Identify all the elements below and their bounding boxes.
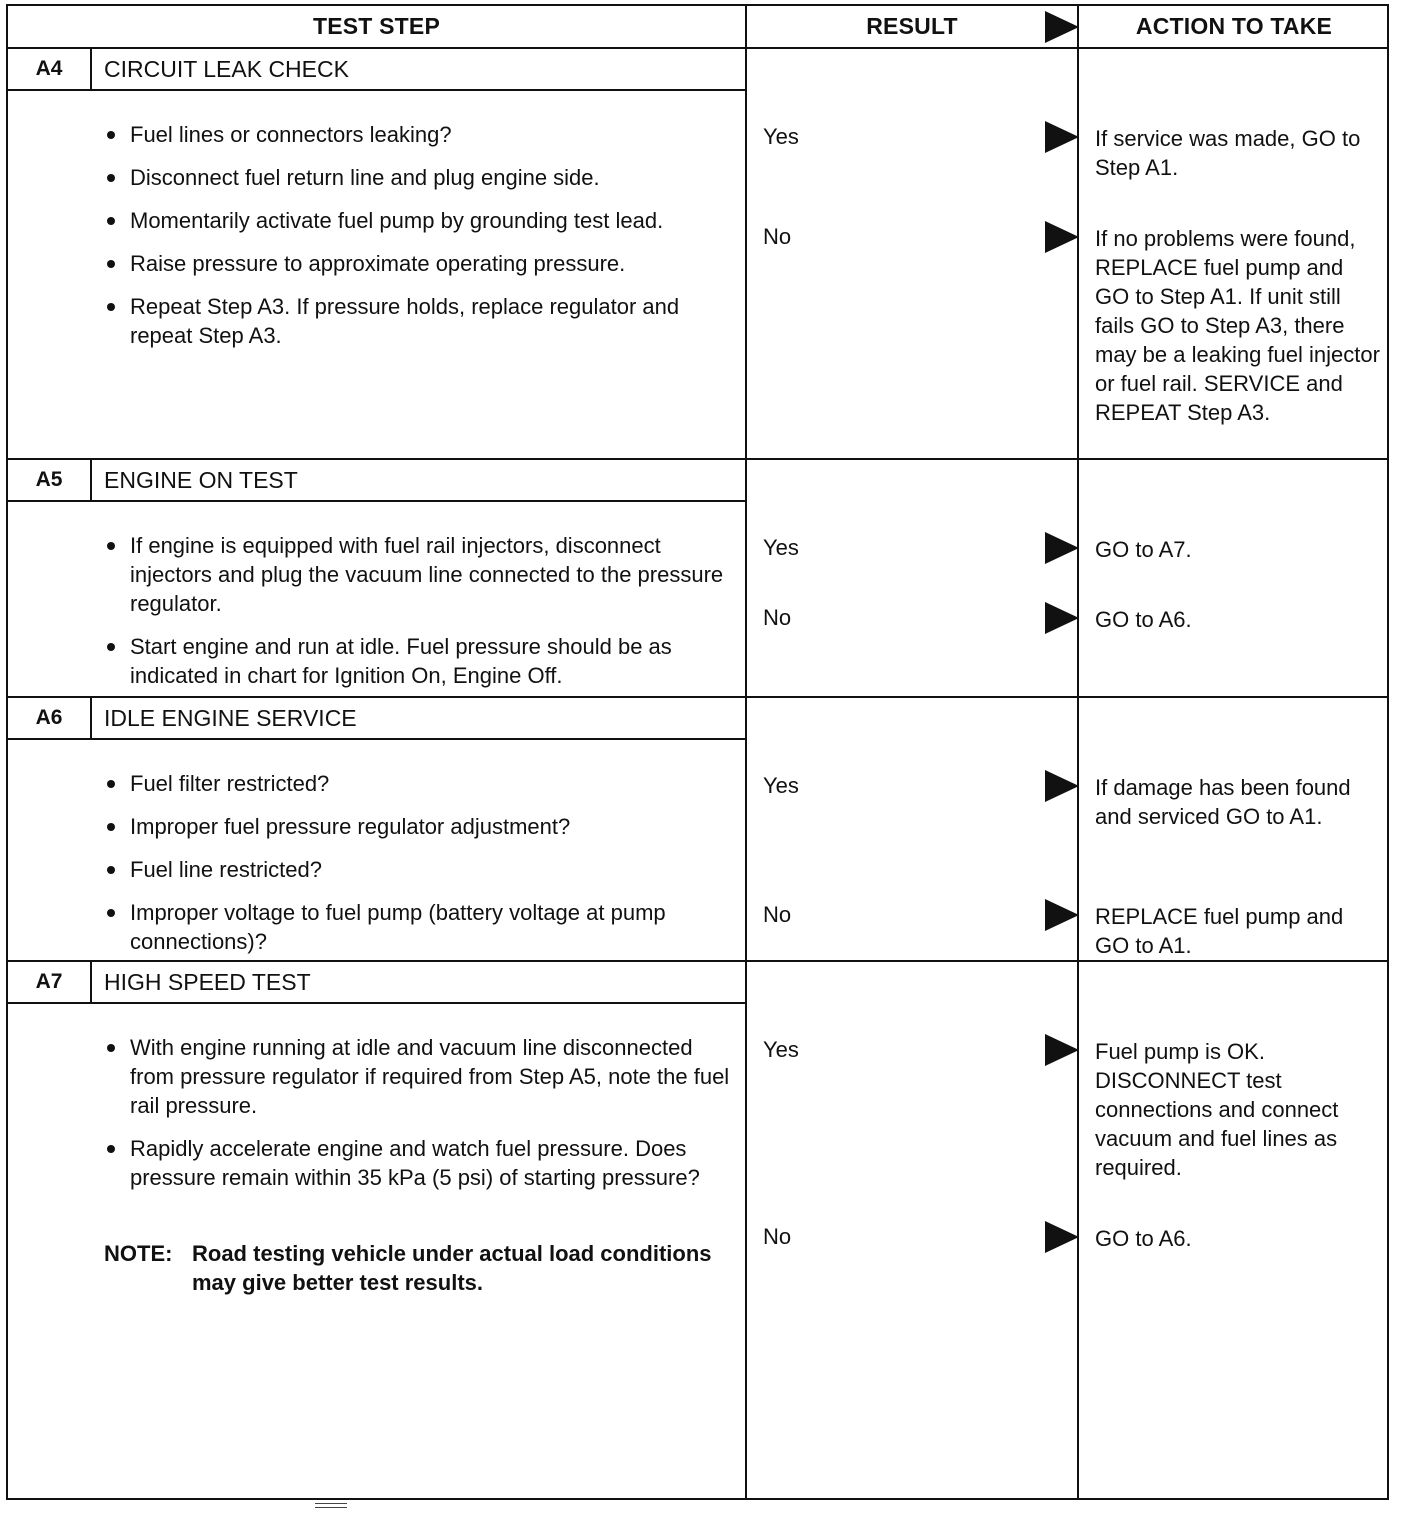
note-text: Road testing vehicle under actual load conditions may give better test results. bbox=[192, 1241, 712, 1295]
bullet-item: Start engine and run at idle. Fuel pressure should be as indicated in chart for Ignition On, Engine Off. bbox=[104, 632, 734, 690]
step-section-a6 bbox=[8, 698, 1387, 960]
step-section-a7 bbox=[8, 962, 1387, 1498]
step-id-divider bbox=[90, 49, 92, 89]
step-title-rule bbox=[8, 1002, 745, 1004]
result-arrow-icon bbox=[1045, 1221, 1079, 1253]
action-text: If no problems were found, REPLACE fuel pump and GO to Step A1. If unit still fails GO to Step A3, there may be a leaking fuel injector or fuel rail. SERVICE and REPEAT Step A3. bbox=[1095, 226, 1380, 425]
result-arrow-icon bbox=[1045, 221, 1079, 253]
result-arrow-icon bbox=[1045, 121, 1079, 153]
step-title: IDLE ENGINE SERVICE bbox=[104, 704, 357, 731]
step-section-a5 bbox=[8, 460, 1387, 696]
step-id-divider bbox=[90, 962, 92, 1002]
step-bullets bbox=[104, 769, 734, 970]
bullet-item: Fuel filter restricted? bbox=[104, 769, 734, 798]
step-title-rule bbox=[8, 738, 745, 740]
bullet-item: Fuel line restricted? bbox=[104, 855, 734, 884]
step-bullets bbox=[104, 120, 734, 364]
bullet-item: Repeat Step A3. If pressure holds, replace regulator and repeat Step A3. bbox=[104, 292, 734, 350]
bullet-item: Momentarily activate fuel pump by grounding test lead. bbox=[104, 206, 734, 235]
result-label: No bbox=[763, 1224, 792, 1249]
step-title-rule bbox=[8, 89, 745, 91]
action-text: Fuel pump is OK. DISCONNECT test connections and connect vacuum and fuel lines as required. bbox=[1095, 1039, 1339, 1180]
step-title: CIRCUIT LEAK CHECK bbox=[104, 55, 349, 82]
action-text: GO to A6. bbox=[1095, 1226, 1192, 1251]
result-label: No bbox=[763, 902, 792, 927]
step-bullets bbox=[104, 1033, 734, 1206]
bullet-item: Fuel lines or connectors leaking? bbox=[104, 120, 734, 149]
result-label: No bbox=[763, 224, 792, 249]
bullet-item: Rapidly accelerate engine and watch fuel pressure. Does pressure remain within 35 kPa (5 psi) of starting pressure? bbox=[104, 1134, 734, 1192]
bullet-item: Improper voltage to fuel pump (battery voltage at pump connections)? bbox=[104, 898, 734, 956]
result-arrow-icon bbox=[1045, 770, 1079, 802]
bullet-item: If engine is equipped with fuel rail injectors, disconnect injectors and plug the vacuum line connected to the pressure regulator. bbox=[104, 531, 734, 618]
result-label: Yes bbox=[763, 1037, 799, 1062]
result-arrow-icon bbox=[1045, 602, 1079, 634]
action-text: If service was made, GO to Step A1. bbox=[1095, 126, 1361, 180]
header-result: RESULT bbox=[866, 13, 958, 39]
result-label: Yes bbox=[763, 535, 799, 560]
step-title: ENGINE ON TEST bbox=[104, 466, 298, 493]
result-arrow-icon bbox=[1045, 1034, 1079, 1066]
step-title-rule bbox=[8, 500, 745, 502]
step-bullets bbox=[104, 531, 734, 704]
bullet-item: Improper fuel pressure regulator adjustment? bbox=[104, 812, 734, 841]
result-arrow-icon bbox=[1045, 532, 1079, 564]
diagnostic-table bbox=[6, 4, 1389, 1500]
result-label: No bbox=[763, 605, 792, 630]
header-test-step: TEST STEP bbox=[312, 13, 441, 39]
note-block bbox=[104, 1239, 744, 1297]
header-action: ACTION TO TAKE bbox=[1135, 13, 1333, 39]
note-label: NOTE: bbox=[104, 1241, 173, 1266]
bullet-item: With engine running at idle and vacuum line disconnected from pressure regulator if required from Step A5, note the fuel rail pressure. bbox=[104, 1033, 734, 1120]
step-id: A7 bbox=[35, 970, 63, 993]
result-label: Yes bbox=[763, 124, 799, 149]
action-text: GO to A7. bbox=[1095, 537, 1192, 562]
result-arrow-icon bbox=[1045, 899, 1079, 931]
bullet-item: Raise pressure to approximate operating pressure. bbox=[104, 249, 734, 278]
scan-mark bbox=[315, 1503, 347, 1508]
action-text: REPLACE fuel pump and GO to A1. bbox=[1095, 904, 1344, 958]
step-id-divider bbox=[90, 460, 92, 500]
step-id: A6 bbox=[35, 706, 63, 729]
action-text: If damage has been found and serviced GO to A1. bbox=[1095, 775, 1351, 829]
result-label: Yes bbox=[763, 773, 799, 798]
step-id: A4 bbox=[35, 57, 63, 80]
step-title: HIGH SPEED TEST bbox=[104, 968, 311, 995]
step-section-a4 bbox=[8, 49, 1387, 460]
bullet-item: Disconnect fuel return line and plug engine side. bbox=[104, 163, 734, 192]
step-id: A5 bbox=[35, 468, 63, 491]
action-text: GO to A6. bbox=[1095, 607, 1192, 632]
step-id-divider bbox=[90, 698, 92, 738]
header-arrow-icon bbox=[1045, 11, 1079, 43]
